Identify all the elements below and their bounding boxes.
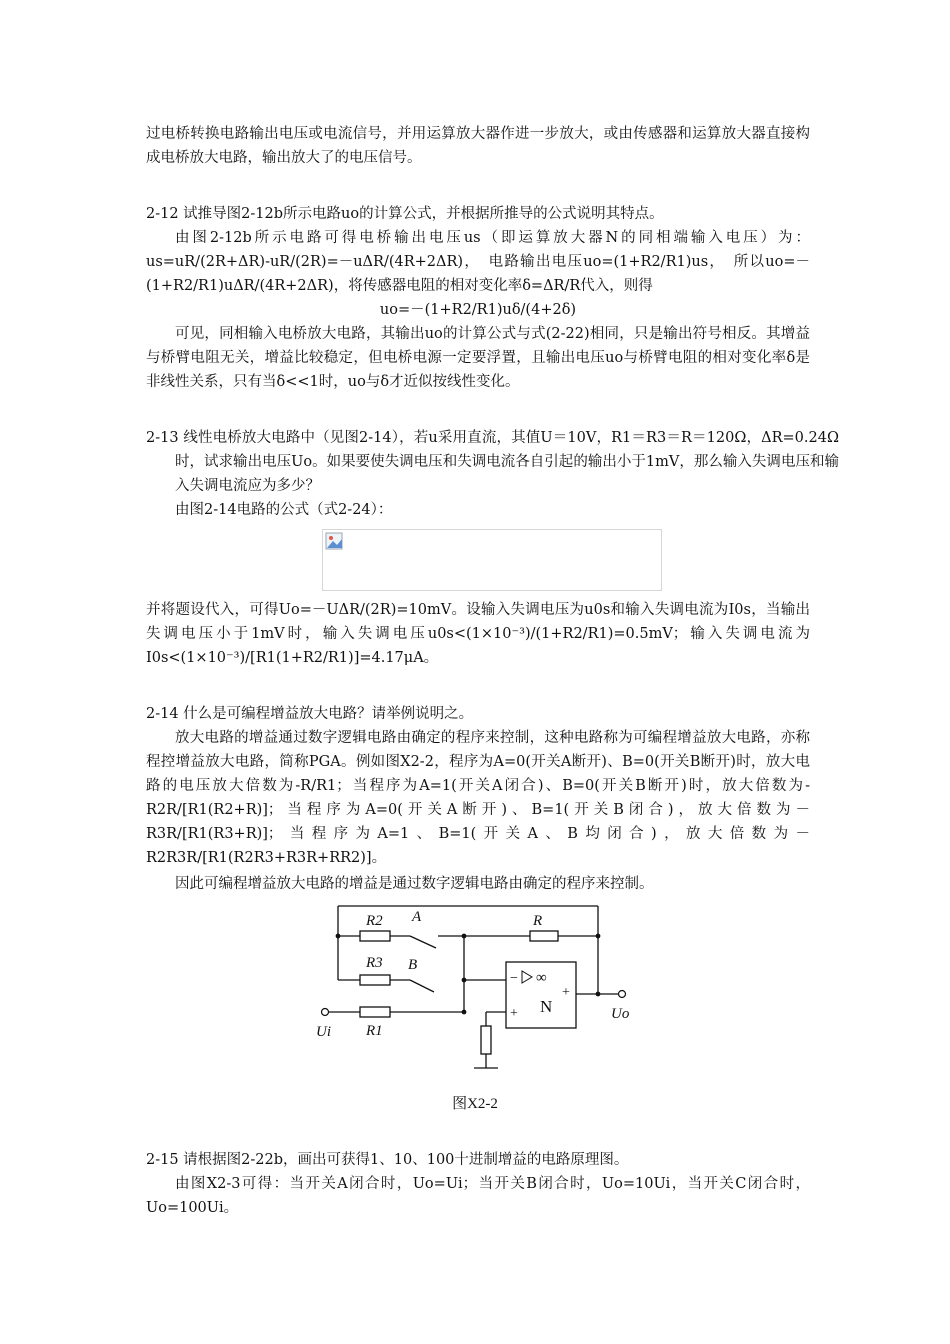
label-ui: Ui — [316, 1024, 331, 1040]
question-2-12: 2-12 试推导图2-12b所示电路uo的计算公式，并根据所推导的公式说明其特点。 — [146, 206, 664, 222]
figure-caption: 图X2-2 — [452, 1096, 498, 1112]
explanation-2-12: 可见，同相输入电桥放大电路，其输出uo的计算公式与式(2-22)相同，只是输出符号相反。其增益与桥臂电阻无关，增益比较稳定，但电桥电源一定要浮置，且输出电压uo与桥臂电阻的相对变化率δ是非线性关系，只有当δ<<1时，uo与δ才近似按线性变化。 — [146, 326, 810, 390]
label-plus-output: + — [562, 985, 570, 1000]
answer-2-14: 放大电路的增益通过数字逻辑电路由确定的程序来控制，这种电路称为可编程增益放大电路，亦称程控增益放大电路，简称PGA。例如图X2-2，程序为A=0(开关A断开)、B=0(开关B断开)时，放大电路的电压放大倍数为-R/R1；当程序为A=1(开关A闭合)、B=0(开关B断开)时，放大倍数为-R2R/[R1(R2+R)]；当程序为A=0(开关A断开)、B=1(开关B闭合)，放大倍数为－R3R/[R1(R3+R)]；当程序为A=1、B=1(开关A、B均闭合)，放大倍数为－R2R3R/[R1(R2R3+R3R+RR2)]。 — [146, 730, 810, 866]
label-r2: R2 — [366, 913, 383, 929]
question-2-14: 2-14 什么是可编程增益放大电路？请举例说明之。 — [146, 706, 474, 722]
label-opamp-n: N — [540, 997, 553, 1016]
label-minus: − — [510, 971, 518, 986]
label-infinity: ∞ — [536, 970, 547, 986]
label-switch-a: A — [412, 909, 422, 925]
paragraph-intro: 过电桥转换电路输出电压或电流信号，并用运算放大器作进一步放大，或由传感器和运算放大器直接构成电桥放大电路，输出放大了的电压信号。 — [146, 126, 810, 166]
question-2-13: 2-13 线性电桥放大电路中（见图2-14），若u采用直流，其值U＝10V，R1＝R3＝R＝120Ω，ΔR=0.24Ω时，试求输出电压Uo。如果要使失调电压和失调电流各自引起的输出小于1mV，那么输入失调电压和输入失调电流应为多少？ — [146, 430, 839, 494]
answer-2-15: 由图X2-3可得：当开关A闭合时，Uo=Ui；当开关B闭合时，Uo=10Ui，当开关C闭合时，Uo=100Ui。 — [146, 1176, 810, 1216]
question-2-15: 2-15 请根据图2-22b，画出可获得1、10、100十进制增益的电路原理图。 — [146, 1152, 629, 1168]
answer-2-12: 由图2-12b所示电路可得电桥输出电压us（即运算放大器N的同相端输入电压）为：us=uR/(2R+ΔR)-uR/(2R)=－uΔR/(4R+2ΔR)， 电路输出电压uo=(1+R2/R1)us， 所以uo=－(1+R2/R1)uΔR/(4R+2ΔR)，将传感器电阻的相对变化率δ=ΔR/R代入，则得 — [146, 230, 810, 294]
label-plus-input: + — [510, 1006, 518, 1021]
conclusion-2-14: 因此可编程增益放大电路的增益是通过数字逻辑电路由确定的程序来控制。 — [175, 876, 654, 892]
label-r1: R1 — [366, 1023, 383, 1039]
formula-image-placeholder — [322, 529, 662, 591]
label-switch-b: B — [408, 957, 418, 973]
circuit-diagram-x2-2 — [300, 898, 650, 1088]
answer-2-13: 由图2-14电路的公式（式2-24）： — [175, 502, 393, 518]
label-r: R — [533, 913, 543, 929]
formula-2-12: uo=－(1+R2/R1)uδ/(4+2δ) — [379, 302, 577, 318]
label-uo: Uo — [611, 1006, 630, 1022]
broken-image-icon — [325, 532, 345, 552]
result-2-13: 并将题设代入，可得Uo=－UΔR/(2R)=10mV。设输入失调电压为u0s和输入失调电流为I0s，当输出失调电压小于1mV时，输入失调电压u0s<(1×10⁻³)/(1+R2/R1)=0.5mV；输入失调电流为I0s<(1×10⁻³)/[R1(1+R2/R1)]=4.17μA。 — [146, 602, 810, 666]
label-r3: R3 — [366, 955, 383, 971]
